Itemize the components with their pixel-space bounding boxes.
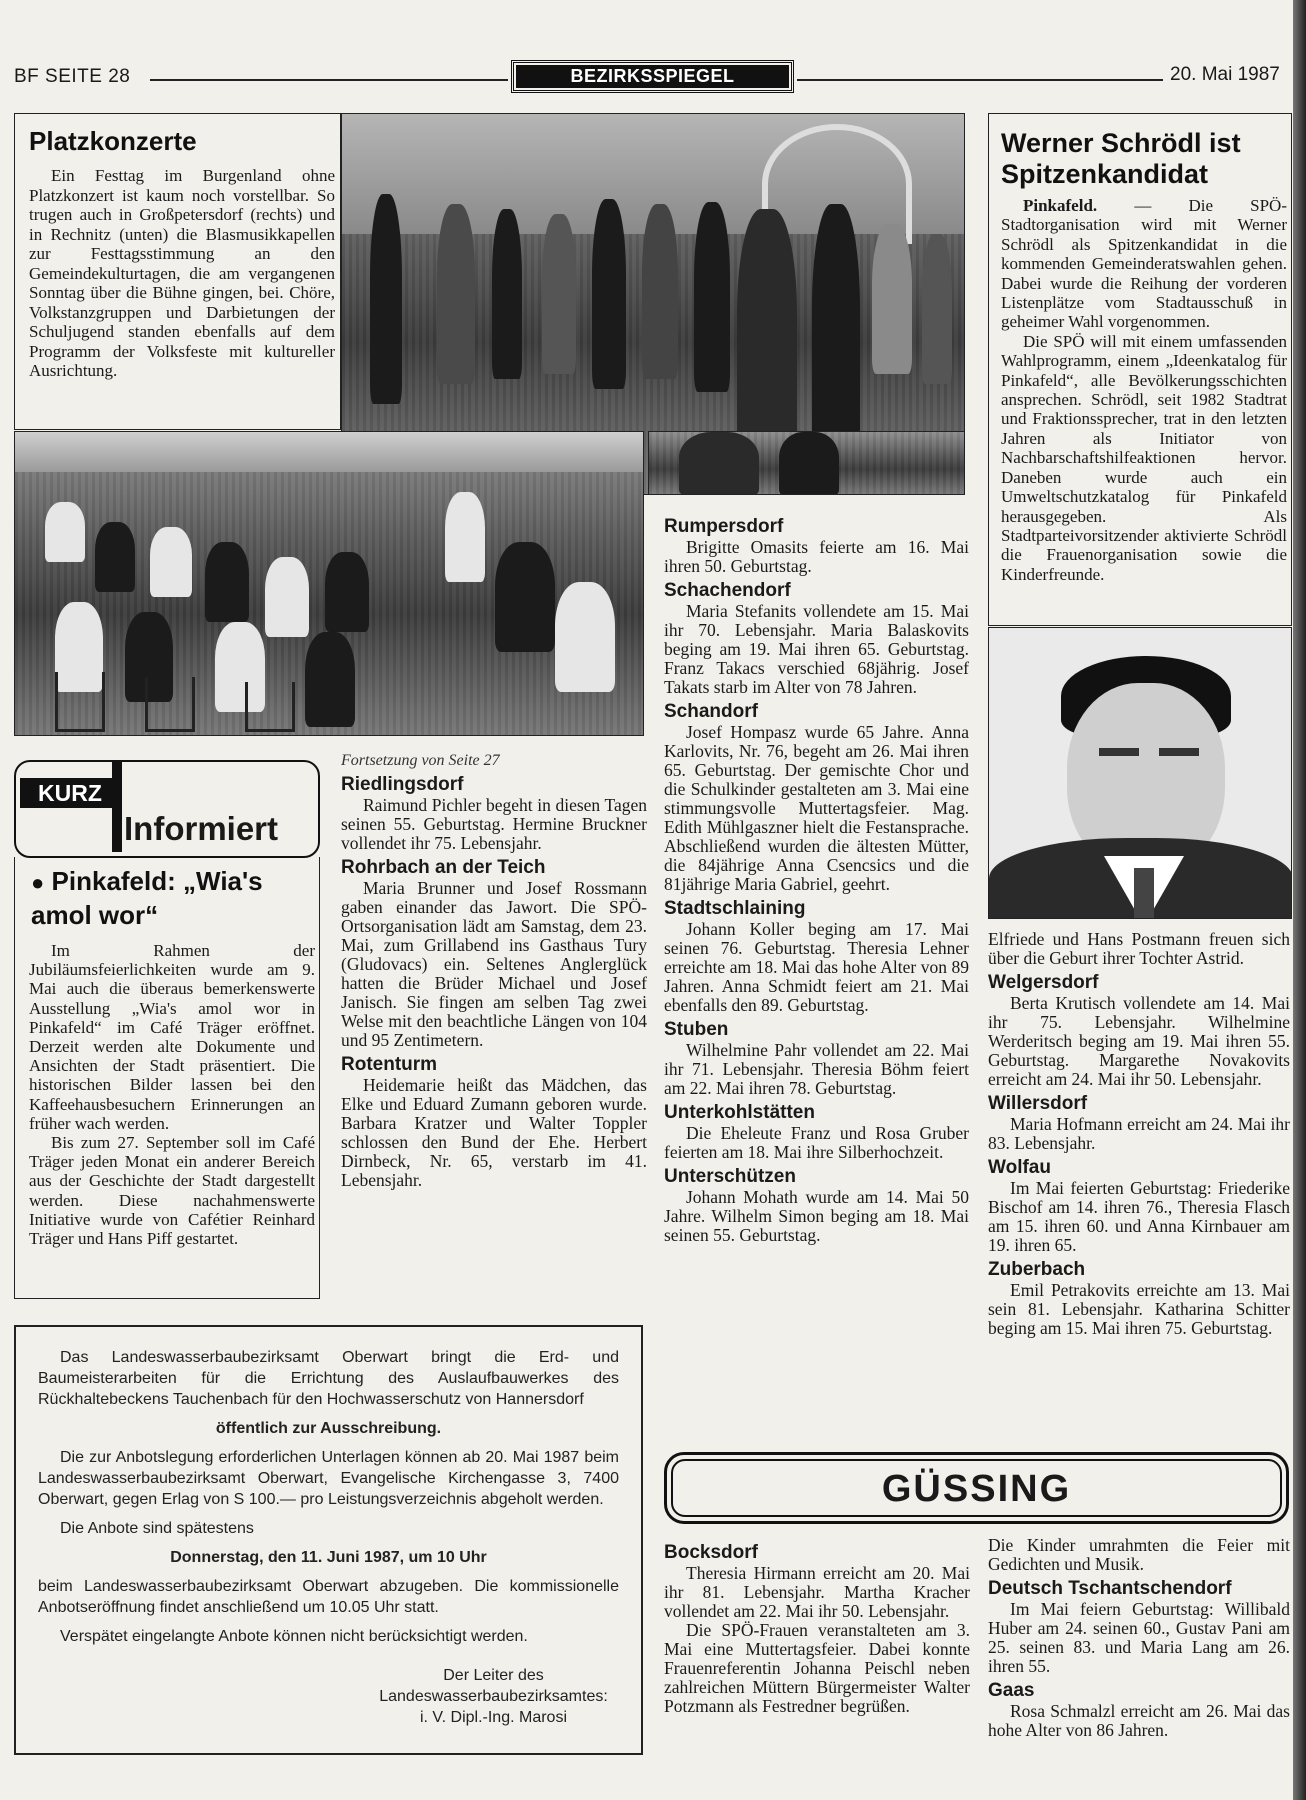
portrait-caption: Elfriede und Hans Postmann freuen sich über die Geburt ihrer Tochter Astrid. xyxy=(988,929,1290,968)
text-willersdorf: Maria Hofmann erreicht am 24. Mai ihr 83. Lebensjahr. xyxy=(988,1114,1290,1153)
text-zuberbach: Emil Petrakovits erreichte am 13. Mai sein 81. Lebensjahr. Katharina Schitter beging am 15. Mai ihren 75. Geburtstag. xyxy=(988,1280,1290,1338)
heading-rumpersdorf: Rumpersdorf xyxy=(664,516,784,537)
text-riedlingsdorf: Raimund Pichler begeht in diesen Tagen seinen 55. Geburtstag. Hermine Bruckner vollendet ihr 75. Lebensjahr. xyxy=(341,795,647,853)
ad-paragraph-1: Das Landeswasserbaubezirksamt Oberwart bringt die Erd- und Baumeisterarbeiten für die Errichtung des Auslaufbauwerkes des Rückhaltebeckens Tauchenbach für den Hochwasserschutz von Hannersdorf xyxy=(38,1349,619,1408)
continuation-note: Fortsetzung von Seite 27 xyxy=(341,752,500,769)
text-schandorf: Josef Hompasz wurde 65 Jahre. Anna Karlovits, Nr. 76, begeht am 26. Mai ihren 65. Geburtstag. Der gemischte Chor und die Schulkinder gestalteten am 3. Mai eine stimmungsvolle Muttertagsfeier. Mag. Edith Mühlgaszner hielt die Festansprache. Abschließend wurden die ältesten Mütter, die 84jährige Anna Csencsics und die 81jährige Maria Gabriel, geehrt. xyxy=(664,722,969,894)
heading-unterschuetzen: Unterschützen xyxy=(664,1166,796,1187)
heading-stadtschlaining: Stadtschlaining xyxy=(664,898,806,919)
heading-bocksdorf: Bocksdorf xyxy=(664,1542,758,1563)
heading-riedlingsdorf: Riedlingsdorf xyxy=(341,774,464,795)
heading-schandorf: Schandorf xyxy=(664,701,758,722)
text-rotenturm: Heidemarie heißt das Mädchen, das Elke und Eduard Zumann geboren wurde. Barbara Kratzer und Walter Toppler schlossen den Bund der Ehe. Herbert Dirnbeck, Nr. 65, verstarb im 41. Lebensjahr. xyxy=(341,1075,647,1190)
platzkonzerte-title: Platzkonzerte xyxy=(29,126,197,156)
text-stadtschlaining: Johann Koller beging am 17. Mai seinen 76. Geburtstag. Theresia Lehner erreichte am 18. Mai das hohe Alter von 89 Jahren. Anna Schmidt feiert am 21. Mai ebenfalls den 89. Geburtstag. xyxy=(664,919,969,1015)
schroedl-title: Werner Schrödl ist Spitzenkandidat xyxy=(1001,128,1241,189)
platzkonzerte-text: Ein Festtag im Burgenland ohne Platzkonzert ist kaum noch vorstellbar. So trugen auch in Großpetersdorf (rechts) und in Rechnitz (unten) die Blasmusikkapellen zur Festtagsstimmung an den Gemeindekulturtagen, die am vergangenen Sonntag über die Bühne gingen, bei. Chöre, Volkstanzgruppen und Darbietungen der Schuljugend standen ebenfalls auf dem Programm der Volksfeste mit kultureller Ausrichtung. xyxy=(29,166,335,380)
photo-band-grosspetersdorf-lower xyxy=(648,431,965,495)
heading-wolfau: Wolfau xyxy=(988,1157,1051,1178)
ad-paragraph-3: Die Anbote sind spätestens xyxy=(60,1520,254,1537)
section-title: BEZIRKSSPIEGEL xyxy=(516,65,789,88)
text-wolfau: Im Mai feierten Geburtstag: Friederike Bischof am 14. ihren 76., Theresia Flasch am 15. ihren 60. und Anna Kirnbauer am 19. ihren 65. xyxy=(988,1178,1290,1255)
text-unterkohlstaetten: Die Eheleute Franz und Rosa Gruber feierten am 18. Mai ihre Silberhochzeit. xyxy=(664,1123,969,1162)
text-bocksdorf-continued: Die Kinder umrahmten die Feier mit Gedichten und Musik. xyxy=(988,1535,1290,1574)
heading-welgersdorf: Welgersdorf xyxy=(988,972,1099,993)
schroedl-paragraph-1 xyxy=(1001,196,1287,332)
guessing-banner xyxy=(664,1452,1289,1524)
platzkonzerte-article xyxy=(14,113,341,430)
ad-paragraph-4: beim Landeswasserbaubezirksamt Oberwart abzugeben. Die kommissionelle Anbotseröffnung findet anschließend um 10.05 Uhr statt. xyxy=(38,1578,619,1616)
guessing-column-left xyxy=(664,1538,970,1716)
text-unterschuetzen: Johann Mohath wurde am 14. Mai 50 Jahre. Wilhelm Simon beging am 18. Mai seinen 55. Geburtstag. xyxy=(664,1187,969,1245)
heading-unterkohlstaetten: Unterkohlstätten xyxy=(664,1102,815,1123)
text-stuben: Wilhelmine Pahr vollendet am 22. Mai ihr 71. Lebensjahr. Theresia Böhm feiert am 22. Mai ihren 78. Geburtstag. xyxy=(664,1040,969,1098)
text-rumpersdorf: Brigitte Omasits feierte am 16. Mai ihren 50. Geburtstag. xyxy=(664,537,969,576)
text-deutsch-tschantschendorf: Im Mai feiern Geburtstag: Willibald Huber am 24. seinen 60., Gustav Pani am 25. seinen 83. und Maria Lang am 26. ihren 55. xyxy=(988,1599,1290,1676)
schroedl-paragraph-2: Die SPÖ will mit einem umfassenden Wahlprogramm, einem „Ideenkatalog für Pinkafeld“, alle Bevölkerungsschichten ansprechen. Schrödl, seit 1982 Stadtrat und Fraktionssprecher, trat in den letzten Jahren als Initiator von Nachbarschaftshilfeaktionen hervor. Daneben wurde auch ein Umweltschutzkatalog für Pinkafeld herausgegeben. Als Stadtparteivorsitzender aktivierte Schrödl die Frauenorganisation sowie die Kinderfreunde. xyxy=(1001,331,1287,584)
ad-signature-3: i. V. Dipl.-Ing. Marosi xyxy=(419,1709,567,1726)
scan-edge xyxy=(1293,0,1306,1800)
header-rule-right xyxy=(797,79,1163,81)
kurz-paragraph-1: Im Rahmen der Jubiläumsfeierlichkeiten wurde am 9. Mai auch die überaus bemerkenswerte Ausstellung „Wia's amol wor in Pinkafeld“ im Café Träger eröffnet. Derzeit werden alte Dokumente und Ansichten der Stadt präsentiert. Die historischen Bilder lassen bei den Kaffeehausbesuchern Erinnerungen an früher wach werden. xyxy=(29,941,315,1133)
heading-gaas: Gaas xyxy=(988,1680,1035,1701)
heading-rohrbach: Rohrbach an der Teich xyxy=(341,857,546,878)
bullet-icon: ● xyxy=(31,870,45,895)
heading-rotenturm: Rotenturm xyxy=(341,1054,438,1075)
photo-band-rechnitz xyxy=(14,431,644,736)
schroedl-paragraph-1-text: — Die SPÖ-Stadtorganisation wird mit Werner Schrödl als Spitzenkandidat in die kommenden Gemeinderatswahlen gehen. Dabei wurde die Reihung der vorderen Listenplätze vom Stadtausschuß in geheimer Wahl vorgenommen. xyxy=(1001,196,1287,332)
issue-date: 20. Mai 1987 xyxy=(1170,64,1280,85)
heading-willersdorf: Willersdorf xyxy=(988,1093,1088,1114)
heading-stuben: Stuben xyxy=(664,1019,729,1040)
section-banner xyxy=(511,60,794,93)
guessing-title: GÜSSING xyxy=(671,1459,1282,1517)
ad-public-tender: öffentlich zur Ausschreibung. xyxy=(215,1420,442,1437)
text-bocksdorf-1: Theresia Hirmann erreicht am 20. Mai ihr 81. Lebensjahr. Martha Kracher vollendet am 22. Mai ihr 50. Lebensjahr. xyxy=(664,1563,970,1621)
tender-notice xyxy=(14,1325,643,1755)
schroedl-article xyxy=(988,113,1292,626)
text-gaas: Rosa Schmalzl erreicht am 26. Mai das hohe Alter von 86 Jahren. xyxy=(988,1701,1290,1740)
column-far-right xyxy=(988,930,1290,1338)
text-welgersdorf: Berta Krutisch vollendete am 14. Mai ihr 75. Lebensjahr. Wilhelmine Werderitsch beging am 19. Mai ihren 55. Geburtstag. Margarethe Novakovits erreicht am 24. Mai ihr 50. Lebensjahr. xyxy=(988,993,1290,1089)
ad-paragraph-2: Die zur Anbotslegung erforderlichen Unterlagen können ab 20. Mai 1987 beim Landeswasserbaubezirksamt Oberwart, Evangelische Kirchengasse 3, 7400 Oberwart, gegen Erlag von S 100.— pro Leistungsverzeichnis abgeholt werden. xyxy=(38,1449,619,1508)
text-rohrbach: Maria Brunner und Josef Rossmann gaben einander das Jawort. Die SPÖ-Ortsorganisation lädt am Samstag, dem 23. Mai, zum Grillabend ins Gasthaus Tury (Gludovacs) ein. Seltenes Anglerglück hatten die Brüder Michael und Josef Janisch. Sie fingen am selben Tag zwei Welse mit den beachtliche Längen von 104 und 95 Zentimetern. xyxy=(341,878,647,1050)
guessing-column-right xyxy=(988,1536,1290,1740)
kurz-headline-text: Pinkafeld: „Wia's amol wor“ xyxy=(31,866,263,930)
heading-schachendorf: Schachendorf xyxy=(664,580,791,601)
header-rule-left xyxy=(150,79,508,81)
heading-zuberbach: Zuberbach xyxy=(988,1259,1086,1280)
kurz-bar xyxy=(112,760,122,852)
kurz-tag: KURZ xyxy=(20,778,120,808)
column-right xyxy=(664,512,969,1245)
column-middle xyxy=(341,752,647,1190)
kurz-paragraph-2: Bis zum 27. September soll im Café Träger jeden Monat ein anderer Bereich aus der Geschichte der Stadt dargestellt werden. Diese nachahmenswerte Initiative wurde von Cafétier Reinhard Träger und Hans Piff gestartet. xyxy=(29,1133,315,1249)
schroedl-dateline: Pinkafeld. xyxy=(1023,196,1098,215)
ad-deadline: Donnerstag, den 11. Juni 1987, um 10 Uhr xyxy=(170,1549,487,1566)
ad-signature-2: Landeswasserbaubezirksamtes: xyxy=(379,1688,608,1705)
portrait-photo xyxy=(988,627,1292,919)
ad-paragraph-5: Verspätet eingelangte Anbote können nicht berücksichtigt werden. xyxy=(60,1628,528,1645)
kurz-headline xyxy=(31,865,321,932)
heading-deutsch-tschantschendorf: Deutsch Tschantschendorf xyxy=(988,1578,1232,1599)
ad-signature-1: Der Leiter des xyxy=(443,1667,544,1684)
text-schachendorf: Maria Stefanits vollendete am 15. Mai ihr 70. Lebensjahr. Maria Balaskovits beging am 19. Mai ihren 65. Geburtstag. Franz Takacs verschied 68jährig. Josef Takats starb im Alter von 78 Jahren. xyxy=(664,601,969,697)
text-bocksdorf-2: Die SPÖ-Frauen veranstalteten am 3. Mai eine Muttertagsfeier. Dabei konnte Frauenreferentin Johanna Peischl neben zahlreichen Müttern Bürgermeister Walter Potzmann als Festredner begrüßen. xyxy=(664,1620,970,1716)
page-label: BF SEITE 28 xyxy=(14,66,131,87)
informiert-word: Informiert xyxy=(124,810,279,847)
kurz-article xyxy=(14,857,320,1299)
